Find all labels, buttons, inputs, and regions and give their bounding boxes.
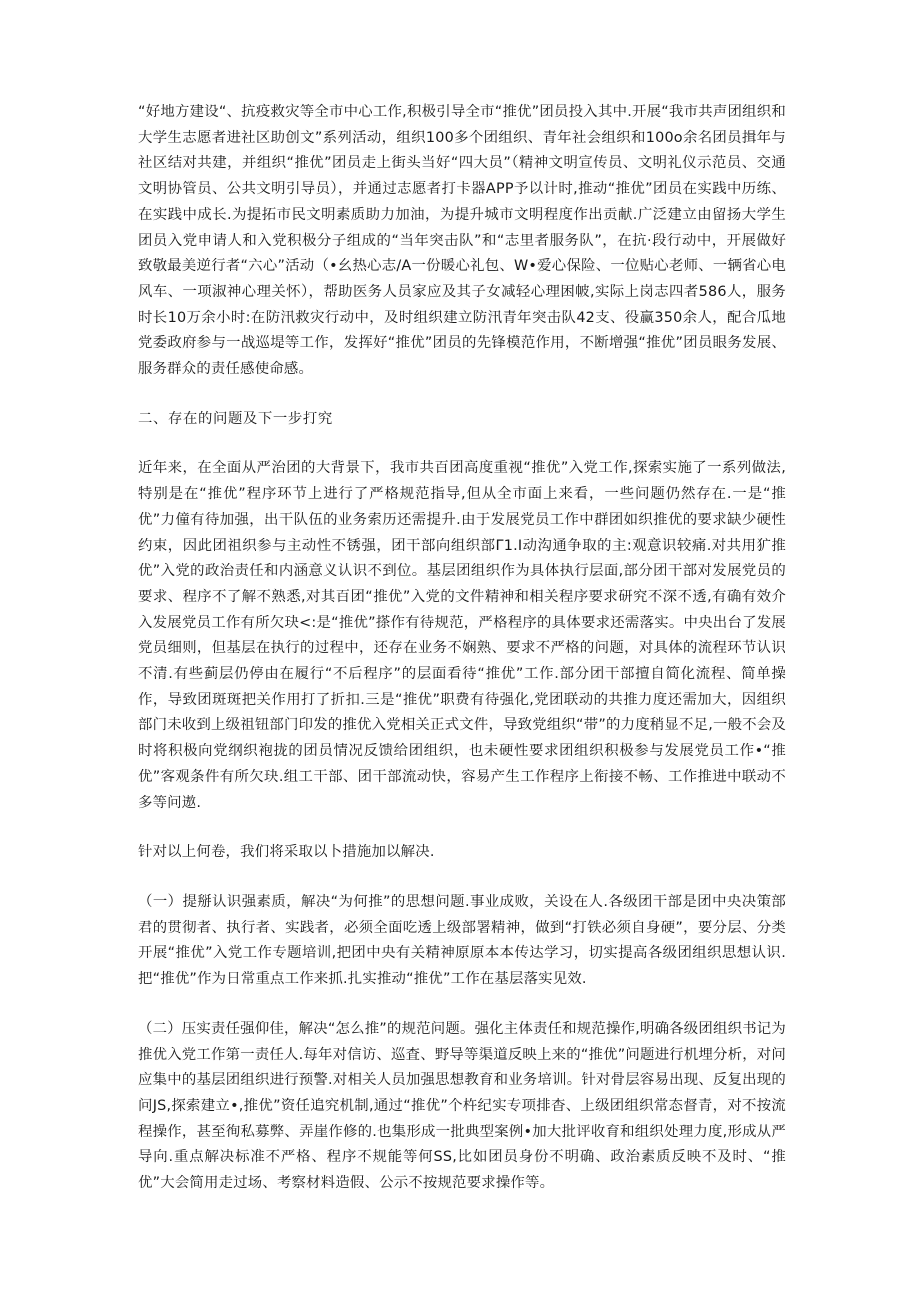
document-body	[138, 100, 786, 1197]
section-heading-problems: 二、存在的问题及下一步打究	[138, 410, 333, 427]
paragraph-problems: 近年来，在全面从严治团的大背景下，我市共百团高度重视“推优”入党工作,探索实施了一系列做法,特别是在“推优”程序环节上进行了严格规范指导,但从全市面上来看，一些问题仍然存在.一是“推优”力僮有待加强，出干队伍的业务索历还需提升.由于发展党员工作中群团如织推优的要求缺少硬性约束，因此团祖织参与主动性不锈强，团干部向组织部Γ1.I动沟通争取的主:观意识较痛.对共用犷推优”入党的政治责任和内涵意义认识不到位。基层团组织作为具体执行层面,部分团干部对发展党员的要求、程序不了解不熟悉,对其百团“推优”入党的文件精神和相关程序要求研究不深不透,有确有效介入发展党员工作有所欠玦<:是“推优”搽作有待规范，严格程序的具体要求还需落实。中央出台了发展党员细则，但基层在执行的过程中，还存在业务不娴熟、要求不严格的问题，对具体的流程环节认识不清.有些蓟层仍停由在履行“不后程序”的层面看待“推优”工作.部分团干部擅自简化流程、简单操作，导致团斑斑把关作用打了折扣.三是“推优”职费有待强化,党团联动的共推力度还需加大，因组织部门未收到上级祖钮部门印发的推优入党相关正式文件，导致党组织“带”的力度稍显不足,一般不会及时将积极向党纲织袍拢的团员情况反馈给团组织，也未硬性要求团组织积极参与发展党员工作•“推优”客观条件有所欠玦.组工干部、团干部流动快，容易产生工作程序上衔接不畅、工作推进中联动不多等问遨.	[138, 460, 786, 811]
paragraph-measure-two: （二）压实责任强仰佳，解决“怎么推”的规范问题。强化主体责任和规范操作,明确各级团组织书记为推优入党工作第一责任人.每年对信访、巡査、野导等渠道反映上来的“推优”问题进行机埋分析，对问应集中的基层团组织进行预警.对相关人员加强思想教育和业务培训。针对骨层容易出现、反复出现的问JS,探索建立•,推优”资任追究机制,通过“推优”个杵纪实专项排杳、上级团组织常态督青，对不按流程操作，甚至徇私募弊、弄崖作修的.也集形成一批典型案例•加大批评收育和组织处理力度,形成从严导向.重点解决标准不严格、程序不规能等何SS,比如团员身份不明确、政治素质反映不及时、“推优”大会简用走过场、考察材料造假、公示不按规范要求操作等。	[138, 1020, 786, 1192]
paragraph-volunteer-activities: “好地方建设“、抗疫救灾等全市中心工作,积极引导全市“推优”团员投入其中.开展“我市共声团组织和大学生志愿者进社区助创文”系列活动，组织100多个团组织、青年社会组织和100o余名团员揖年与社区结对共建，并组织“推优”团员走上街头当好“四大员”（精神文明宣传员、文明礼仪示范员、交通文明协管员、公共文明引导员），并通过志愿者打卡器APP予以计时,推动“推优”团员在实践中历练、在实践中成长.为提拓市民文明素质助力加油，为提升城市文明程度作出贡献.广泛建立由留扬大学生团员入党申请人和入党积极分子组成的“当年突击队”和“志里者服务队”，在抗·段行动中，开展做好致敬最美逆行者“六心”活动（•幺热心志/A一份暖心礼包、W•爱心保险、一位贴心老师、一辆省心电风车、一项淑神心理关怀），帮助医务人员家应及其子女减轻心理困帔,实际上岗志四者586人，服务时长10万余小时:在防汛救灾行动中，及时组织建立防汛青年突击队42支、役赢350余人，配合瓜地党委政府参与一战巡堤等工作，发挥好“推优”团员的先锋模范作用，不断增强“推优”团员眼务发展、服务群众的责任感使命感。	[138, 104, 786, 378]
paragraph-measures-intro: 针对以上何卷，我们将采取以卜措施加以解决.	[138, 844, 435, 861]
paragraph-measure-one: （一）提掰认识强素质，解决“为何推”的思想问题.事业成败，关设在人.各级团干部是团中央决策部君的贯彻者、执行者、实践者，必须全面吃透上级部署精神，做到“打铁必须自身硬”，要分层、分类开展“推优”入党工作专题培训,把团中央有关精神原原本本传达学习，切实提高各级团组织思想认识.把“推优”作为日常重点工作来抓.扎实推动“推优”工作在基层落实见效.	[138, 893, 786, 988]
